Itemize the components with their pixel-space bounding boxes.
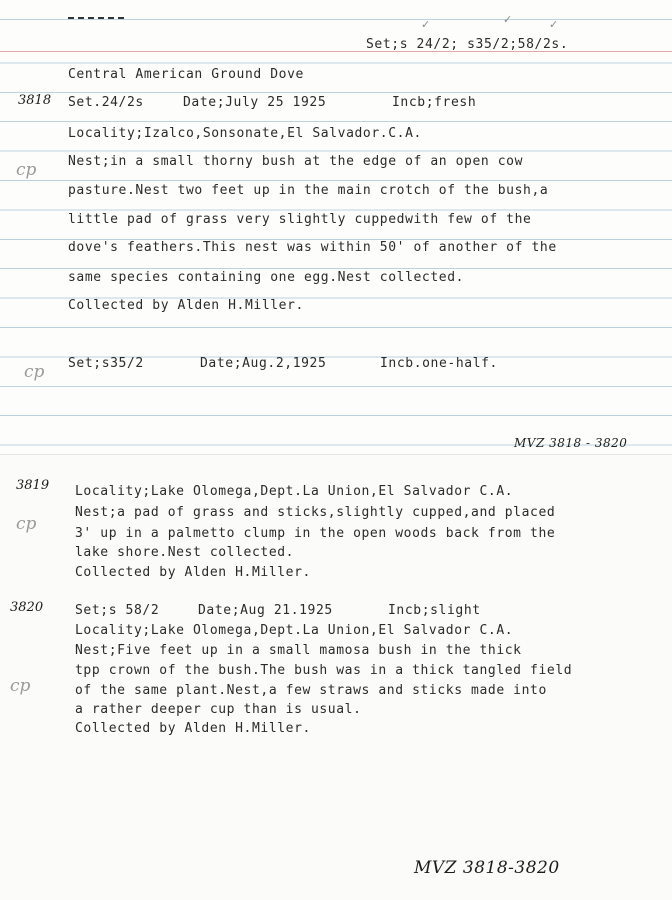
set-field: Set;s 58/2 (75, 603, 160, 618)
nest-line: same species containing one egg.Nest collected. (68, 270, 465, 285)
catalog-number: 3819 (16, 478, 50, 493)
pencil-margin-mark: cp (10, 676, 31, 696)
check-mark-icon: ✓ (503, 13, 513, 26)
nest-line: Nest;in a small thorny bush at the edge of an open cow (68, 154, 524, 169)
date-field: Date;July 25 1925 (183, 95, 327, 110)
locality-field: Locality;Lake Olomega,Dept.La Union,El Salvador C.A. (75, 623, 514, 638)
collector-line: Collected by Alden H.Miller. (75, 721, 311, 736)
nest-line: lake shore.Nest collected. (75, 545, 295, 560)
nest-line: 3' up in a palmetto clump in the open woods back from the (75, 526, 556, 541)
locality-field: Locality;Lake Olomega,Dept.La Union,El Salvador C.A. (75, 484, 514, 499)
collector-line: Collected by Alden H.Miller. (75, 565, 311, 580)
pencil-margin-mark: cp (16, 514, 37, 534)
mvz-catalog-range: MVZ 3818 - 3820 (514, 436, 628, 450)
nest-line: dove's feathers.This nest was within 50' of another of the (68, 240, 557, 255)
set-summary-line: Set;s 24/2; s35/2;58/2s. (366, 37, 569, 52)
locality-field: Locality;Izalco,Sonsonate,El Salvador.C.A. (68, 126, 422, 141)
nest-line: little pad of grass very slightly cuppedwith few of the (68, 212, 532, 227)
collector-line: Collected by Alden H.Miller. (68, 298, 304, 313)
nest-line: of the same plant.Nest,a few straws and sticks made into (75, 683, 547, 698)
nest-line: a rather deeper cup than is usual. (75, 702, 362, 717)
set-field: Set.24/2s (68, 95, 144, 110)
check-mark-icon: ✓ (421, 18, 431, 31)
catalog-number: 3820 (10, 600, 44, 615)
pencil-margin-mark: cp (24, 362, 45, 382)
incubation-field: Incb;slight (388, 603, 481, 618)
typed-dash-line (68, 17, 124, 19)
nest-line: pasture.Nest two feet up in the main crotch of the bush,a (68, 183, 549, 198)
incubation-field: Incb;fresh (392, 95, 477, 110)
catalog-number: 3818 (18, 93, 52, 108)
incubation-field: Incb.one-half. (380, 356, 498, 371)
date-field: Date;Aug 21.1925 (198, 603, 333, 618)
nest-line: Nest;Five feet up in a small mamosa bush in the thick (75, 643, 522, 658)
mvz-catalog-range: MVZ 3818-3820 (414, 858, 560, 878)
nest-line: tpp crown of the bush.The bush was in a thick tangled field (75, 663, 573, 678)
red-header-rule (0, 51, 672, 52)
nest-line: Nest;a pad of grass and sticks,slightly cupped,and placed (75, 505, 556, 520)
date-field: Date;Aug.2,1925 (200, 356, 327, 371)
pencil-margin-mark: cp (16, 160, 37, 180)
check-mark-icon: ✓ (549, 18, 559, 31)
set-field: Set;s35/2 (68, 356, 144, 371)
species-name: Central American Ground Dove (68, 67, 304, 82)
